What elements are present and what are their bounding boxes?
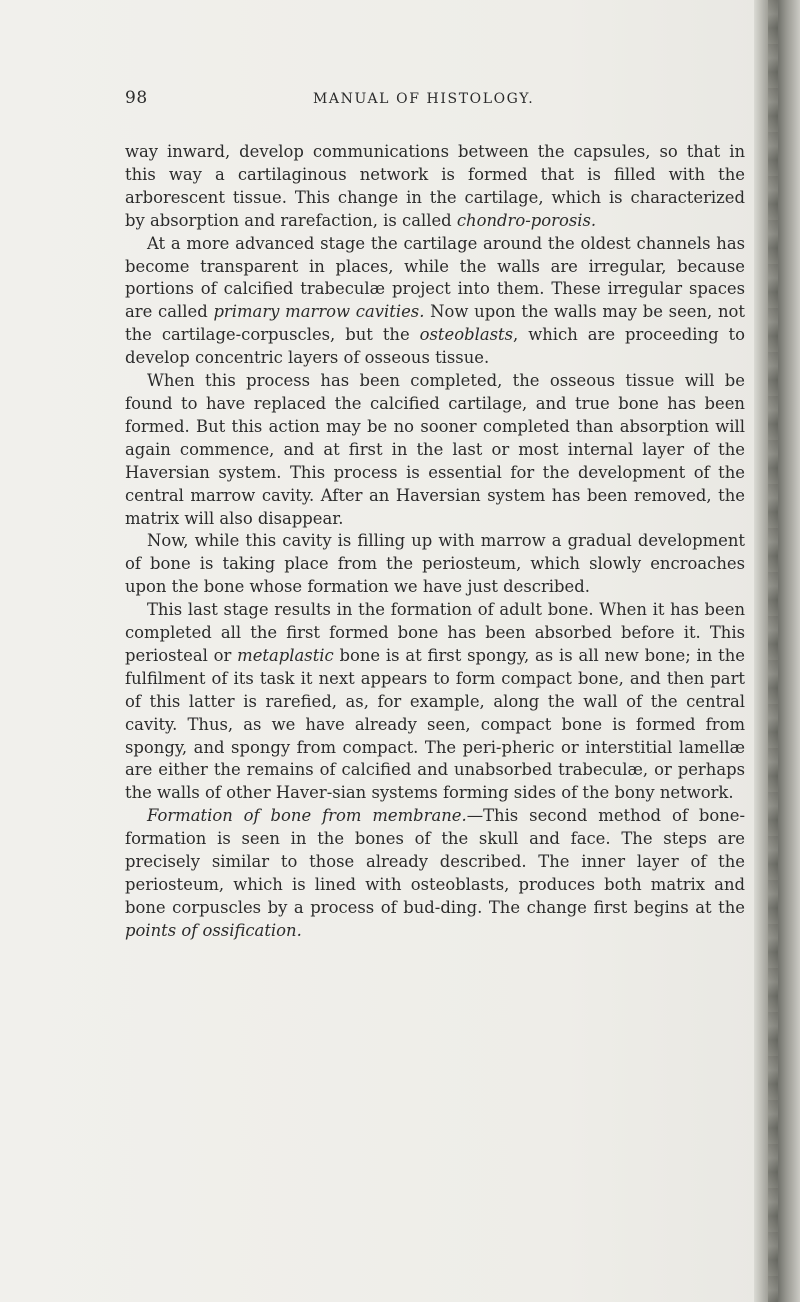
italic-term: points of ossification. xyxy=(125,920,302,940)
paragraph-3: When this process has been completed, the osseous tissue will be found to have replaced the calcified cartilage, and true bone has been formed. But this action may be no sooner completed than absorption will again commence, and at first in the last or most internal layer of the Haversian system. This process is essential for the development of the central marrow cavity. After an Haversian system has been removed, the matrix will also disappear. xyxy=(125,371,745,528)
text-run: —This second method of bone-formation is seen in the bones of the skull and face. The steps are precisely similar to those already described. The inner layer of the periosteum, which is lined with osteoblasts, produces both matrix and bone corpuscles by a process of bud-ding. The change first begins at the xyxy=(125,806,745,917)
italic-term: chondro-porosis. xyxy=(456,210,597,230)
paragraph-6 xyxy=(125,805,745,942)
italic-term: primary marrow cavities. xyxy=(213,302,425,322)
paragraph-2 xyxy=(125,233,745,370)
body-text xyxy=(125,141,745,943)
text-run: bone is at first spongy, as is all new bone; in the fulfilment of its task it next appears to form compact bone, and then part of this latter is rarefied, as, for example, along the wall of the central cavity. Thus, as we have already seen, compact bone is formed from spongy, and spongy from compact. The peri-pheric or interstitial lamellæ are either the remains of calcified and unabsorbed trabeculæ, or perhaps the walls of other Haver-sian systems forming sides of the bony network. xyxy=(125,645,746,803)
paragraph-1 xyxy=(125,141,745,233)
page-number: 98 xyxy=(125,88,148,108)
italic-term: metaplastic xyxy=(237,645,334,665)
paragraph-5 xyxy=(125,599,745,805)
page-binding-edge xyxy=(754,0,800,1302)
running-head: MANUAL OF HISTOLOGY. xyxy=(313,91,535,107)
section-heading-italic: Formation of bone from membrane. xyxy=(147,806,467,826)
page-header xyxy=(125,88,745,118)
italic-term: osteoblasts xyxy=(419,325,514,345)
paragraph-4: Now, while this cavity is filling up with marrow a gradual development of bone is taking place from the periosteum, which slowly encroaches upon the bone whose formation we have just described. xyxy=(125,531,745,597)
text-run: , which are proceeding to develop concentric layers of osseous tissue. xyxy=(125,325,745,368)
text-run: This last stage results in the formation of adult bone. When it has been completed all the first formed bone has been absorbed before it. This periosteal or xyxy=(125,600,745,665)
text-run: way inward, develop communications between the capsules, so that in this way a cartilaginous network is formed that is filled with the arborescent tissue. This change in the cartilage, which is characterized by absorption and rarefaction, is called xyxy=(125,142,745,230)
text-run: At a more advanced stage the cartilage around the oldest channels has become transparent in places, while the walls are irregular, because portions of calcified trabeculæ project into them. These irregular spaces are called xyxy=(125,233,745,322)
text-run: Now upon the walls may be seen, not the cartilage-corpuscles, but the xyxy=(125,302,745,345)
